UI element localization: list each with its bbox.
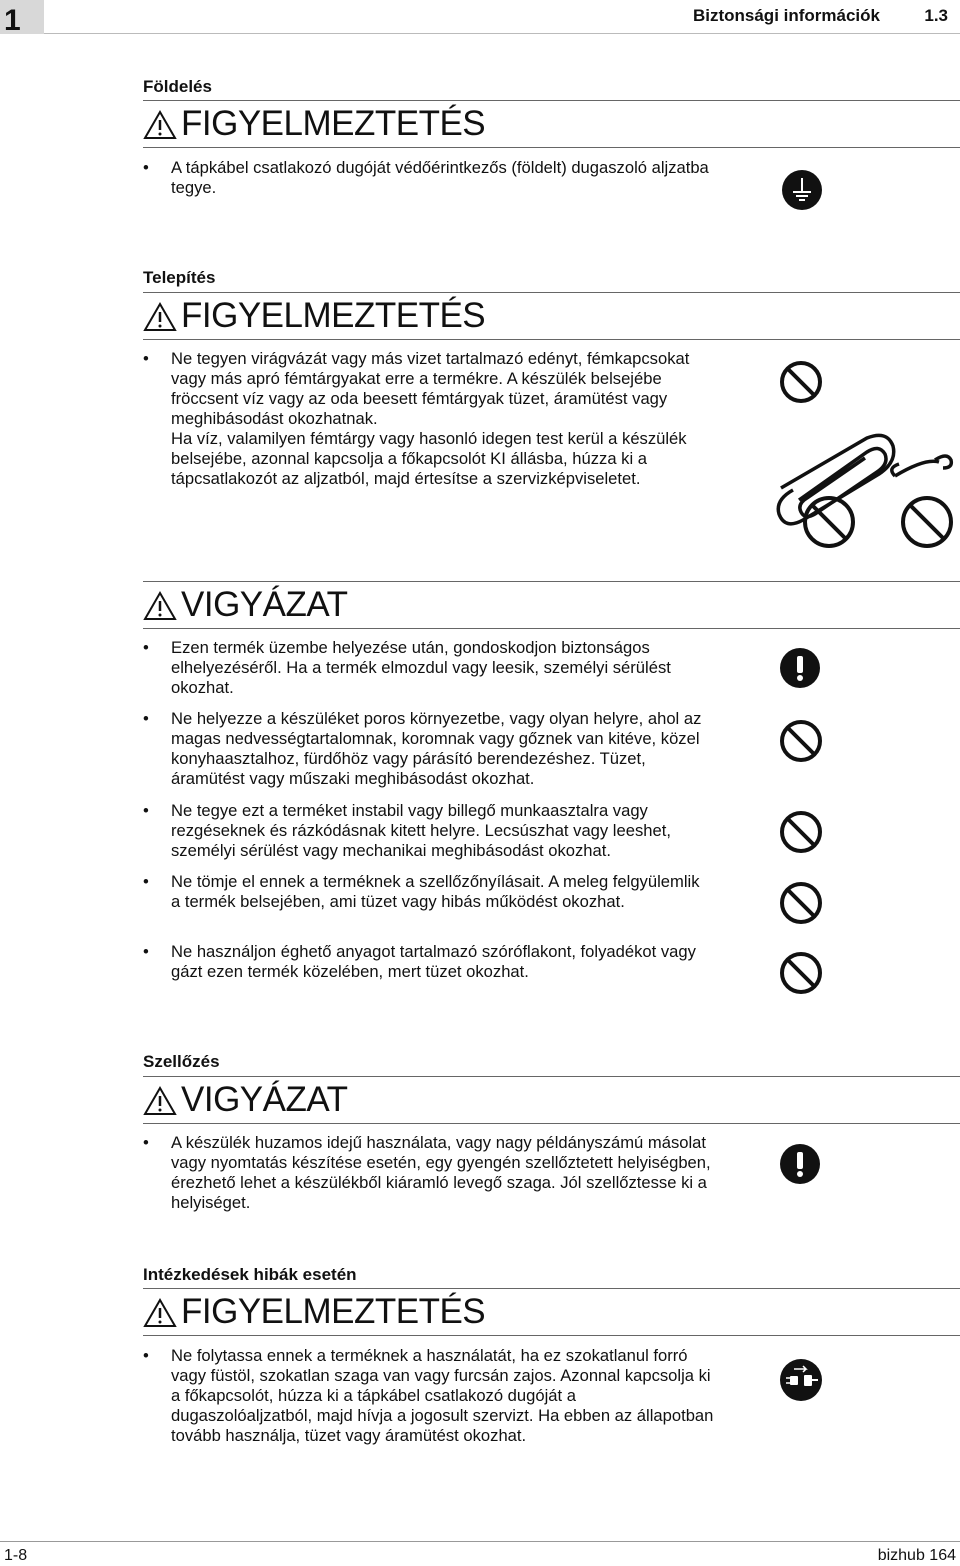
- section-title-grounding: Földelés: [143, 77, 212, 96]
- prohibited-icon: [779, 951, 823, 995]
- header-title: Biztonsági információk: [692, 6, 880, 25]
- section-title-installation: Telepítés: [143, 268, 216, 287]
- bullet: •: [143, 801, 149, 820]
- banner-text: VIGYÁZAT: [181, 1080, 348, 1119]
- item-text: Ne tegye ezt a terméket instabil vagy billegő munkaasztalra vagy rezgéseknek és rázkódásnak kitett helyre. Lecsúszhat vagy leeshet, személyi sérülést vagy mechanikai meghibásodást okozhat.: [171, 801, 671, 860]
- warning-banner: [143, 1288, 960, 1336]
- footer-divider: [0, 1541, 960, 1542]
- prohibited-icon: [779, 810, 823, 854]
- warning-triangle-icon: [143, 1085, 177, 1117]
- ground-icon: [782, 170, 822, 210]
- banner-text: VIGYÁZAT: [181, 585, 348, 624]
- bullet: •: [143, 942, 149, 961]
- warning-triangle-icon: [143, 590, 177, 622]
- prohibited-icon: [779, 360, 823, 404]
- bullet: •: [143, 638, 149, 657]
- page-number: 1-8: [4, 1547, 28, 1564]
- bullet: •: [143, 872, 149, 891]
- item-text: Ezen termék üzembe helyezése után, gondoskodjon biztonságos elhelyezéséről. Ha a termék elmozdul vagy leesik, személyi sérülést okozhat.: [171, 638, 671, 697]
- banner-text: FIGYELMEZTETÉS: [181, 104, 486, 143]
- warning-triangle-icon: [143, 301, 177, 333]
- product-name: bizhub 164: [877, 1547, 956, 1564]
- warning-banner: [143, 292, 960, 340]
- bullet: •: [143, 158, 149, 177]
- header-divider: [44, 33, 960, 34]
- bullet: •: [143, 1346, 149, 1365]
- caution-banner: [143, 581, 960, 629]
- mandatory-icon: [780, 1144, 820, 1184]
- item-text: Ne használjon éghető anyagot tartalmazó szóróflakont, folyadékot vagy gázt ezen termék közelében, mert tüzet okozhat.: [171, 942, 696, 981]
- section-title-ventilation: Szellőzés: [143, 1052, 220, 1071]
- bullet: •: [143, 709, 149, 728]
- item-text: A tápkábel csatlakozó dugóját védőérintkezős (földelt) dugaszoló aljzatba tegye.: [171, 158, 709, 197]
- item-text: Ne helyezze a készüléket poros környezetbe, vagy olyan helyre, ahol az magas nedvességtartalomnak, koromnak vagy gőznek van kitéve, közel konyhaasztalhoz, fürdőhöz vagy párásító berendezéshez. Tüzet, áramütést vagy műszaki meghibásodást okozhat.: [171, 709, 702, 788]
- warning-triangle-icon: [143, 1297, 177, 1329]
- bullet: •: [143, 1133, 149, 1152]
- item-text: Ne folytassa ennek a terméknek a használatát, ha ez szokatlanul forró vagy füstöl, szokatlan szaga van vagy furcsán zajos. Azonnal kapcsolja ki a főkapcsolót, húzza ki a tápkábel csatlakozó dugóját a dugaszolóaljzatból, majd hívja a jogosult szervizt. Ha ebben az állapotban tovább használja, tüzet vagy áramütést okozhat.: [171, 1346, 714, 1445]
- banner-text: FIGYELMEZTETÉS: [181, 1292, 486, 1331]
- warning-banner: [143, 100, 960, 148]
- item-text: Ne tegyen virágvázát vagy más vizet tartalmazó edényt, fémkapcsokat vagy más apró fémtárgyakat erre a termékre. A készülék belsejébe fröccsent víz vagy az oda beesett fémtárgyak tüzet, áramütést vagy meghibásodást okozhatnak. Ha víz, valamilyen fémtárgy vagy hasonló idegen test kerül a készülék belsejébe, azonnal kapcsolja a főkapcsolót KI állásba, húzza ki a tápcsatlakozót az aljzatból, majd értesítse a szervizképviseletet.: [171, 349, 690, 488]
- bullet: •: [143, 349, 149, 368]
- chapter-number: 1: [4, 4, 21, 37]
- mandatory-icon: [780, 648, 820, 688]
- item-text: Ne tömje el ennek a terméknek a szellőzőnyílásait. A meleg felgyülemlik a termék belsejében, ami tüzet vagy hibás működést okozhat.: [171, 872, 700, 911]
- caution-banner: [143, 1076, 960, 1124]
- item-text: A készülék huzamos idejű használata, vagy nagy példányszámú másolat vagy nyomtatás készítése esetén, egy gyengén szellőztetett helyiségben, érezhető lehet a készülékből kiáramló levegő szaga. Jól szellőztesse ki a helyiséget.: [171, 1133, 711, 1212]
- unplug-icon: [780, 1359, 822, 1401]
- prohibited-icon: [779, 719, 823, 763]
- prohibited-icon: [779, 881, 823, 925]
- warning-triangle-icon: [143, 109, 177, 141]
- section-title-error-actions: Intézkedések hibák esetén: [143, 1265, 357, 1284]
- banner-text: FIGYELMEZTETÉS: [181, 296, 486, 335]
- paperclip-prohibited-icon: [775, 432, 960, 552]
- header-section-number: 1.3: [924, 6, 948, 25]
